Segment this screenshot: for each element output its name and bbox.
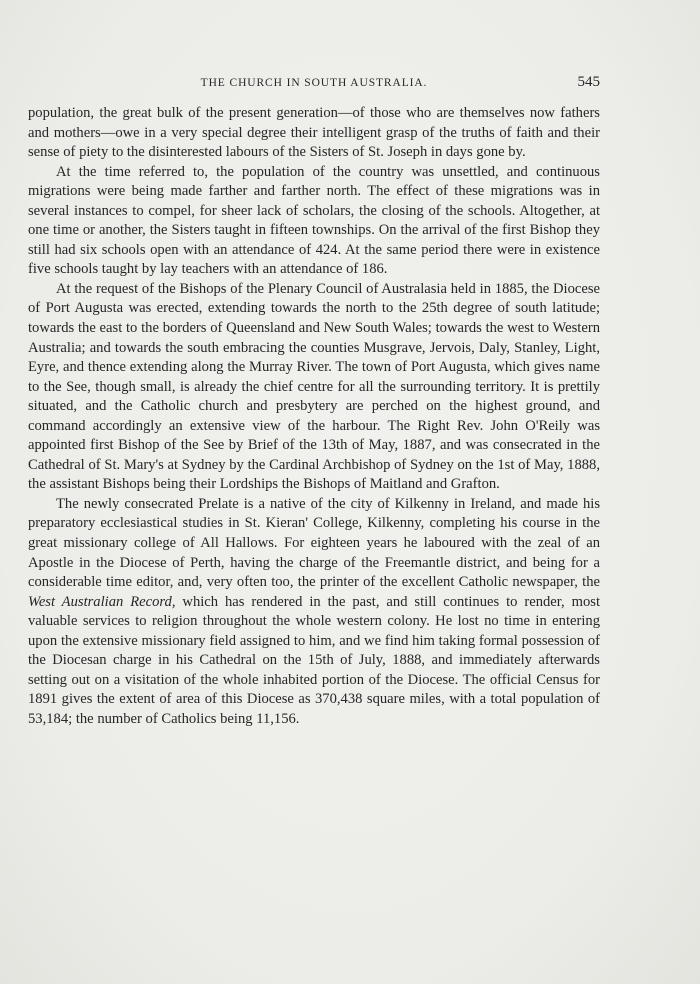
newspaper-title: West Australian Record, — [28, 593, 176, 610]
paragraph-2: At the time referred to, the population of the country was unsettled, and continuous migrations were being made farther and farther north. The effect of these migrations was in several instances to compel, for sheer lack of scholars, the closing of the schools. Altogether, at one time or another, the Sisters taught in fifteen townships. On the arrival of the first Bishop they still had six schools open with an attendance of 424. At the same period there were in existence five schools taught by lay teachers with an attendance of 186. — [28, 163, 600, 278]
paragraph-4-part-2: which has rendered in the past, and still continues to render, most valuable services to religion throughout the whole western colony. He lost no time in entering upon the extensive missionary field assigned to him, and we find him taking formal possession of the Diocesan charge in his Cathedral on the 15th of July, 1888, and immediately afterwards setting out on a visitation of the whole inhabited portion of the Diocese. The official Census for 1891 gives the extent of area of this Diocese as 370,438 square miles, with a total population of 53,184; the number of Catholics being 11,156. — [28, 593, 600, 727]
running-head — [28, 74, 600, 94]
paragraph-3: At the request of the Bishops of the Plenary Council of Australasia held in 1885, the Diocese of Port Augusta was erected, extending towards the north to the 25th degree of south latitude; towards the east to the borders of Queensland and New South Wales; towards the west to Western Australia; and towards the south embracing the counties Musgrave, Jervois, Daly, Stanley, Light, Eyre, and thence extending along the Murray River. The town of Port Augusta, which gives name to the See, though small, is already the chief centre for all the surrounding territory. It is prettily situated, and the Catholic church and presbytery are perched on the highest ground, and command accordingly an extensive view of the harbour. The Right Rev. John O'Reily was appointed first Bishop of the See by Brief of the 13th of May, 1887, and was consecrated in the Cathedral of St. Mary's at Sydney by the Cardinal Archbishop of Sydney on the 1st of May, 1888, the assistant Bishops being their Lordships the Bishops of Maitland and Grafton. — [28, 280, 600, 493]
paragraph-4-part-1: The newly consecrated Prelate is a native of the city of Kilkenny in Ireland, and made his preparatory ecclesiastical studies in St. Kieran' College, Kilkenny, completing his course in the great missionary college of All Hallows. For eighteen years he laboured with the zeal of an Apostle in the Diocese of Perth, having the charge of the Freemantle district, and being for a considerable time editor, and, very often too, the printer of the excellent Catholic newspaper, the — [28, 495, 600, 591]
paragraph-1: population, the great bulk of the present generation—of those who are themselves now fathers and mothers—owe in a very special degree their intelligent grasp of the truths of faith and their sense of piety to the disinterested labours of the Sisters of St. Joseph in days gone by. — [28, 105, 600, 161]
running-title: THE CHURCH IN SOUTH AUSTRALIA. — [200, 77, 428, 89]
body-text — [28, 104, 600, 730]
page-number: 545 — [577, 74, 600, 90]
paragraph-4 — [28, 495, 600, 730]
